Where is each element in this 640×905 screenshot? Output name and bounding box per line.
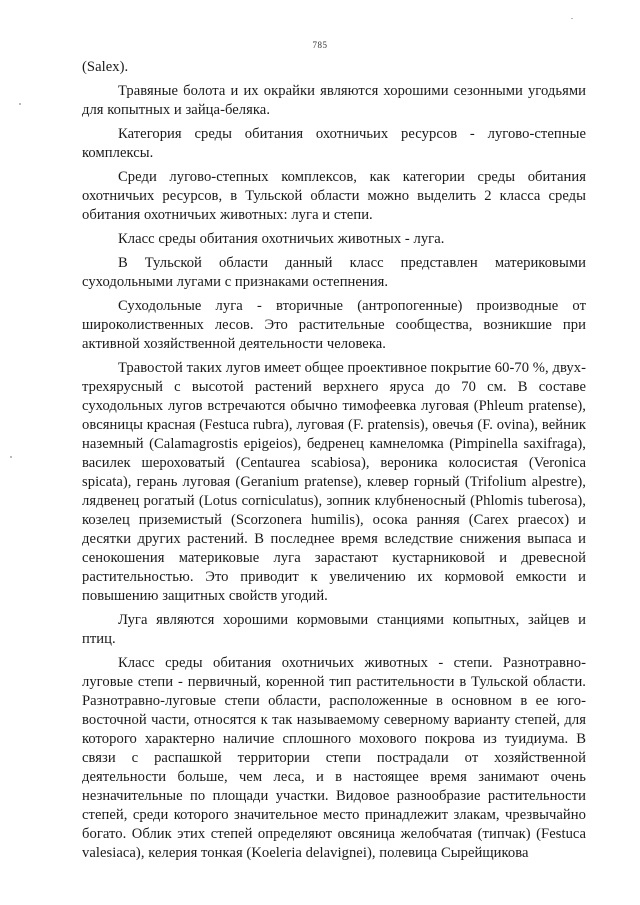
scan-speck — [571, 18, 573, 19]
paragraph-10: Класс среды обитания охотничьих животных - степи. Разнотравно-луговые степи - первичный, коренной тип растительности в Тульской области. Разнотравно-луговые степи области, расположенные в основном в ее юго-восточной части, относятся к так называемому северному варианту степей, для которого характерно наличие сплошного мохового покрова из туидиума. В связи с распашкой территории степи пострадали от хозяйственной деятельности больше, чем леса, и в настоящее время занимают очень незначительные по площади участки. Видовое разнообразие растительности степей, среди которого значительное место принадлежит злакам, чрезвычайно богато. Облик этих степей определяют овсяница желобчатая (типчак) (Festuca valesiaca), келерия тонкая (Koeleria delavignei), полевица Сырейщикова — [82, 655, 586, 861]
page-number: 785 — [312, 40, 328, 50]
paragraph-6: В Тульской области данный класс представлен материковыми суходольными лугами с признаками остепнения. — [82, 255, 586, 290]
body-text — [82, 58, 586, 868]
paragraph-3: Категория среды обитания охотничьих ресурсов - лугово-степные комплексы. — [82, 126, 586, 161]
paragraph-5: Класс среды обитания охотничьих животных - луга. — [118, 231, 445, 247]
paragraph-9: Луга являются хорошими кормовыми станциями копытных, зайцев и птиц. — [82, 612, 586, 647]
paragraph-1: (Salex). — [82, 59, 129, 75]
scan-speck — [19, 103, 21, 105]
paragraph-4: Среди лугово-степных комплексов, как категории среды обитания охотничьих ресурсов, в Тульской области можно выделить 2 класса среды обитания охотничьих животных: луга и степи. — [82, 169, 586, 223]
paragraph-2: Травяные болота и их окрайки являются хорошими сезонными угодьями для копытных и зайца-беляка. — [82, 83, 586, 118]
paragraph-7: Суходольные луга - вторичные (антропогенные) производные от широколиственных лесов. Это растительные сообщества, возникшие при активной хозяйственной деятельности человека. — [82, 298, 586, 352]
paragraph-8: Травостой таких лугов имеет общее проективное покрытие 60-70 %, двух-трехярусный с высотой растений верхнего яруса до 70 см. В составе суходольных лугов встречаются обычно тимофеевка луговая (Phleum pratense), овсяницы красная (Festuca rubra), луговая (F. pratensis), овечья (F. ovina), вейник наземный (Calamagrostis epigeios), бедренец камнеломка (Pimpinella saxifraga), василек шероховатый (Centaurea scabiosa), вероника колосистая (Veronica spicata), герань луговая (Geranium pratense), клевер горный (Trifolium alpestre), лядвенец рогатый (Lotus corniculatus), зопник клубненосный (Phlomis tuberosa), козелец приземистый (Scorzonera humilis), осока ранняя (Carex praecox) и десятки других растений. В последнее время вследствие снижения выпаса и сенокошения материковые луга зарастают кустарниковой и древесной растительностью. Это приводит к увеличению их кормовой емкости и повышению защитных свойств угодий. — [82, 360, 586, 604]
scan-speck — [10, 456, 12, 458]
